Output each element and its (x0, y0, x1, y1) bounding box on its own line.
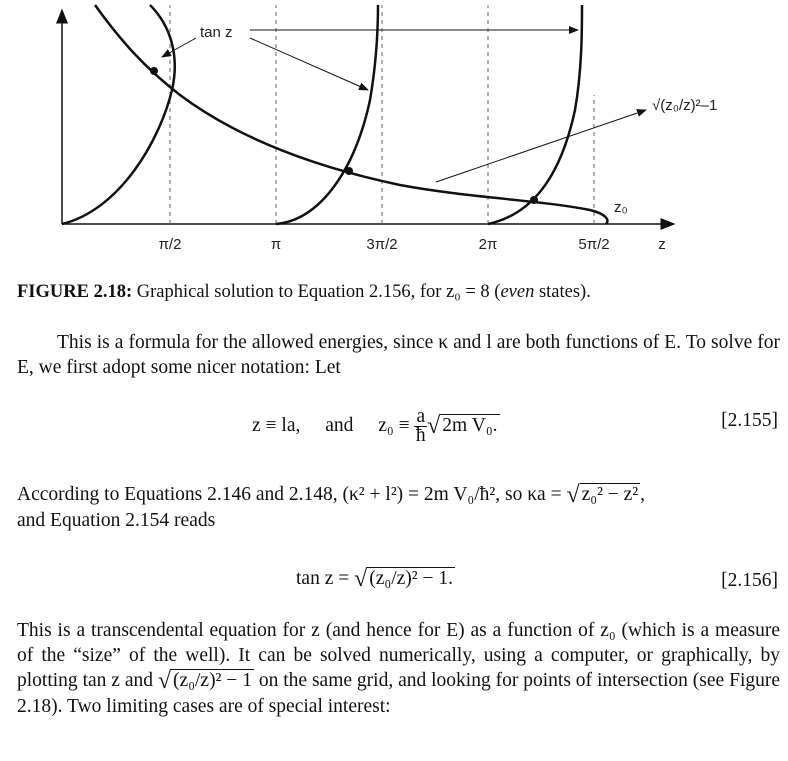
sqrt-symbol: √ (354, 566, 368, 592)
paragraph-3-text1: This is a transcendental equation for z (and hence for E) as a function of z₀ (which is a measure of the “size” of the well). It can be solved numerically, using a computer, or graphically, by plotting tan z and (17, 620, 780, 691)
paragraph-2-comma: , (640, 484, 646, 505)
caption-text: Graphical solution to Equation 2.156, for z₀ = 8 ( (136, 282, 501, 302)
eq156-radicand: (z₀/z)² − 1. (369, 568, 454, 589)
tan-label: tan z (200, 24, 233, 41)
equation-number-2-155: [2.155] (721, 410, 778, 431)
eq155-z0: z₀ ≡ (378, 414, 410, 436)
axis-label-z: z (658, 236, 666, 253)
eq155-fraction: $\frac{a}{ħ}$ (415, 406, 426, 446)
caption-lead: FIGURE 2.18: (17, 282, 133, 302)
paragraph-2-line1: According to Equations 2.146 and 2.148, (κ² + l²) = 2m V₀/ħ², so κa = (17, 484, 567, 505)
eq155-and: and (325, 414, 354, 436)
paragraph-1-text: This is a formula for the allowed energies, since κ and l are both functions of E. To solve for E, we first adopt some nicer notation: Let (17, 332, 780, 378)
paragraph-3 (17, 618, 780, 719)
tan-branch-3 (488, 5, 582, 224)
figure-caption (17, 282, 777, 303)
equation-2-155 (252, 408, 500, 445)
paragraph-3-radicand: (z₀/z)² − 1 (173, 670, 252, 691)
tan-arrow-1 (162, 38, 196, 57)
eq155-left: z ≡ la, (252, 414, 301, 436)
paragraph-2 (17, 482, 780, 533)
tan-branch-2 (276, 5, 378, 224)
tick-label: 5π/2 (578, 236, 610, 253)
paragraph-2-line2: and Equation 2.154 reads (17, 510, 216, 531)
tick-label: 2π (478, 236, 498, 253)
tick-label: π/2 (158, 236, 182, 253)
paragraph-2-radicand: z₀² − z² (581, 484, 639, 505)
eq155-radicand: 2m V₀. (442, 414, 498, 436)
asymptotes (170, 5, 594, 224)
equation-2-156 (296, 566, 455, 593)
sqrt-symbol: √ (566, 482, 580, 508)
sqrt-label: √(z₀/z)²–1 (652, 97, 718, 114)
tick-label: 3π/2 (366, 236, 398, 253)
sqrt-curve (95, 5, 607, 224)
tick-label: π (270, 236, 282, 253)
caption-italic: even (500, 282, 535, 302)
sqrt-symbol: √ (427, 412, 441, 439)
equation-number-2-156: [2.156] (721, 570, 778, 591)
paragraph-1 (17, 330, 780, 380)
intersection-3 (530, 196, 538, 204)
paragraph-3-text2: on the same grid, and looking for points of intersection (see Figure 2.18). Two limiting cases are of special interest: (17, 670, 781, 717)
tick-labels (159, 236, 666, 253)
tan-branch-1 (62, 5, 175, 224)
eq156-left: tan z = (296, 568, 355, 589)
caption-tail: states). (534, 282, 591, 302)
figure-2-18 (0, 0, 788, 262)
intersection-1 (150, 67, 158, 75)
sqrt-arrow (436, 110, 646, 182)
intersection-2 (345, 167, 353, 175)
z0-label: z₀ (614, 199, 628, 216)
sqrt-symbol: √ (157, 668, 172, 694)
tan-arrow-2 (250, 38, 368, 90)
